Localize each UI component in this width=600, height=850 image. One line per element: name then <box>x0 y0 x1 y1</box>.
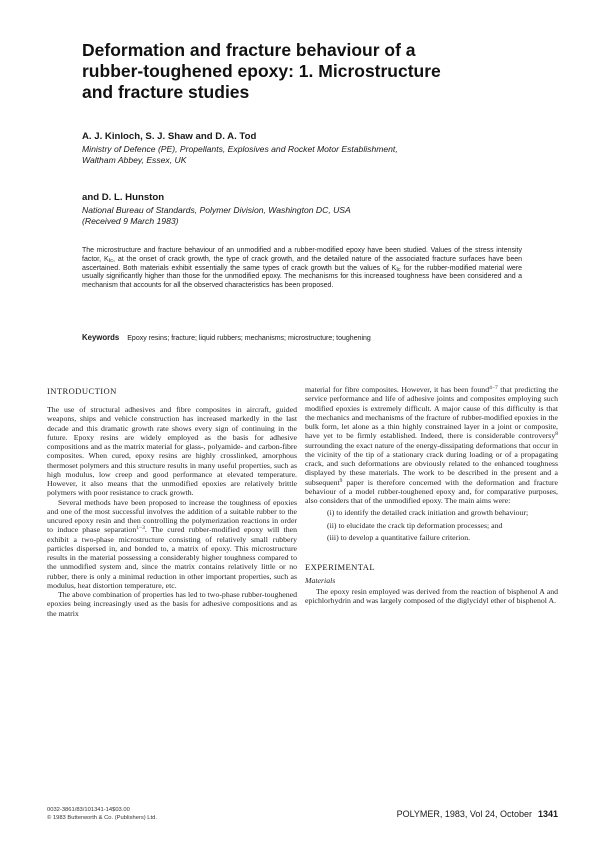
received-date: (Received 9 March 1983) <box>82 215 179 226</box>
aim-item-1: (i) to identify the detailed crack initiation and growth behaviour; <box>327 508 529 518</box>
abstract-part-1: The microstructure and fracture behaviour of an unmodified and a rubber-modified epoxy have been studied. Values of the stress intensity factor, K <box>82 247 522 263</box>
aim-item-2: (ii) to elucidate the crack tip deformation processes; and <box>327 520 503 530</box>
intro-cont-d: paper is therefore concerned with the deformation and fracture behaviour of a model rubber-toughened epoxy and, for comparative purposes, also considers that of the unmodified epoxy. The main aims were: <box>305 477 558 505</box>
reference-marker-8: 8 <box>555 431 558 438</box>
materials-subheading: Materials <box>305 576 336 585</box>
intro-cont-c: surrounding the exact nature of the energy-dissipating deformations that occur in the vicinity of the tip of a stationary crack during loading or of a propagating crack, and such deformations are obviously related to the enhanced toughness displayed by these materials. The work to be described in the present and a subsequent <box>305 440 558 487</box>
abstract-part-2: , at the onset of crack growth, the type of crack growth, and the detailed nature of the associated fracture surfaces have been ascertained. Both materials exhibit essentially the same types of crack growth but the values of K <box>82 255 523 272</box>
reference-marker-9: 9 <box>339 477 343 484</box>
page-number: 1341 <box>537 809 558 819</box>
primary-affiliation-line-2: Waltham Abbey, Essex, UK <box>82 154 187 165</box>
right-column <box>305 385 558 606</box>
reference-marker-1-3: 1−3 <box>136 525 145 532</box>
left-column <box>47 386 297 618</box>
primary-affiliation-line-1: Ministry of Defence (PE), Propellants, Explosives and Rocket Motor Establishment, <box>82 144 398 154</box>
article-title <box>82 40 512 103</box>
abstract-subscript-1: Ic <box>108 257 113 264</box>
secondary-authors: and D. L. Hunston <box>82 192 165 203</box>
introduction-heading: INTRODUCTION <box>47 386 117 396</box>
title-line-1: Deformation and fracture behaviour of a <box>82 40 416 60</box>
reference-marker-4-7: 4−7 <box>489 385 498 391</box>
intro-paragraph-3: The above combination of properties has led to two-phase rubber-toughened epoxies being increasingly used as the basis for adhesive compositions and as the matrix <box>47 590 297 618</box>
footer-publication-info <box>47 806 157 822</box>
intro-paragraph-2 <box>47 498 297 591</box>
intro-cont-b: that predicting the service performance and life of adhesive joints and composites employing such modified epoxies is extremely difficult. A major cause of this difficulty is that the mechanics and mechanisms of the fracture of rubber-modified epoxies in the bulk form, let alone as a thin highly constrained layer in a joint or composite, have yet to be firmly established. Indeed, there is considerable controversy <box>305 385 558 441</box>
abstract <box>82 247 522 291</box>
primary-authors: A. J. Kinloch, S. J. Shaw and D. A. Tod <box>82 131 257 142</box>
experimental-heading: EXPERIMENTAL <box>305 562 375 572</box>
abstract-part-3: for the rubber-modified material were usually significantly higher than those for the unmodified epoxy. The mechanisms for this increased toughness have been considered and a mechanism that accounts for all the observed characteristics has been proposed. <box>82 264 522 290</box>
keywords <box>82 333 532 343</box>
title-line-3: and fracture studies <box>82 82 250 102</box>
intro-continuation <box>305 385 558 505</box>
aim-item-3: (iii) to develop a quantitative failure criterion. <box>327 532 471 542</box>
keywords-label: Keywords <box>82 333 120 342</box>
abstract-subscript-2: Ic <box>396 266 401 273</box>
footer-copyright: © 1983 Butterworth & Co. (Publishers) Ltd. <box>47 815 157 821</box>
secondary-affiliation: National Bureau of Standards, Polymer Division, Washington DC, USA <box>82 205 351 215</box>
intro-paragraph-2-b: . The cured rubber-modified epoxy will then exhibit a two-phase microstructure consisting of relatively small rubbery particles dispersed in, and bonded to, a matrix of epoxy. This microstructure results in the material possessing a considerably higher toughness compared to the unmodified system and, since the matrix contains relatively little or no rubber, there is only a minimal reduction in other important properties, such as modulus, heat distortion temperature, etc. <box>47 525 297 590</box>
experimental-paragraph-1: The epoxy resin employed was derived from the reaction of bisphenol A and epichlorhydrin and was largely composed of the diglycidyl ether of bisphenol A. <box>305 587 558 606</box>
keywords-text: Epoxy resins; fracture; liquid rubbers; mechanisms; microstructure; toughening <box>127 335 371 342</box>
footer-journal-info <box>354 809 558 819</box>
title-line-2: rubber-toughened epoxy: 1. Microstructure <box>82 61 441 81</box>
intro-cont-a: material for fibre composites. However, it has been found <box>305 385 490 394</box>
footer-journal: POLYMER, 1983, Vol 24, October <box>396 809 532 819</box>
intro-paragraph-2-a: Several methods have been proposed to increase the toughness of epoxies and one of the most successful involves the addition of a suitable rubber to the uncured epoxy resin and then controlling the polymerization reactions in order to induce phase separation <box>47 497 297 535</box>
intro-paragraph-1: The use of structural adhesives and fibre composites in aircraft, guided weapons, ships and vehicle construction has increased markedly in the last decade and this dramatic growth rate shows every sign of continuing in the future. Epoxy resins are widely employed as the basis for adhesive compositions and as the matrix material for glass-, polyamide- and carbon-fibre composites. When cured, epoxy resins are highly crosslinked, amorphous thermoset polymers and this structure results in many useful properties, such as high modulus, low creep and good performance at elevated temperature. However, it also means that the unmodified epoxies are relatively brittle polymers with poor resistance to crack growth. <box>47 405 297 498</box>
secondary-author-block <box>82 192 351 226</box>
primary-author-block <box>82 131 398 165</box>
footer-code: 0032-3861/83/101341-14$03.00 <box>47 807 130 813</box>
